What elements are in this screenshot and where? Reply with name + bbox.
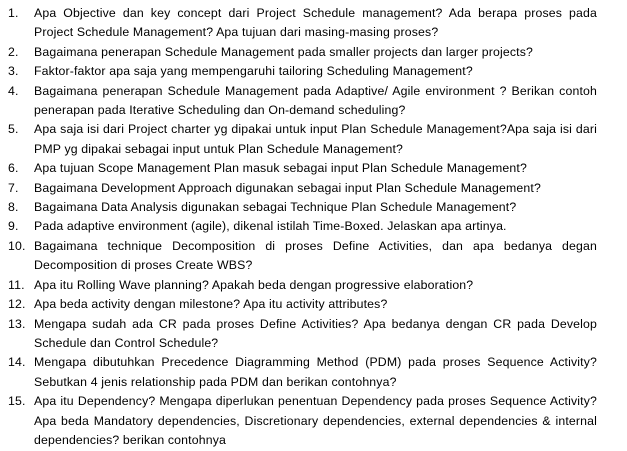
question-item-1	[0, 4, 627, 43]
question-number: 8.	[8, 200, 19, 215]
question-text: Apa tujuan Scope Management Plan masuk sebagai input Plan Schedule Management?	[34, 161, 527, 176]
question-text: Bagaimana technique Decomposition di proses Define Activities, dan apa bedanya degan Decomposition di proses Create WBS?	[34, 238, 597, 273]
question-text: Apa itu Dependency? Mengapa diperlukan penentuan Dependency pada proses Sequence Activity? Apa beda Mandatory dependencies, Discretionary dependencies, external dependencies & internal dependencies? berikan contohnya	[34, 394, 597, 447]
question-item-3	[0, 62, 627, 81]
question-text: Apa Objective dan key concept dari Project Schedule management? Ada berapa proses pada Project Schedule Management? Apa tujuan dari masing-masing proses?	[34, 6, 597, 40]
question-number: 14.	[8, 355, 26, 370]
question-item-11	[0, 276, 627, 295]
question-item-6	[0, 159, 627, 178]
question-item-14	[0, 353, 627, 392]
question-number: 2.	[8, 44, 19, 59]
question-item-2	[0, 43, 627, 62]
question-item-13	[0, 315, 627, 354]
question-number: 5.	[8, 122, 19, 137]
question-item-4	[0, 82, 627, 121]
question-text: Bagaimana penerapan Schedule Management pada smaller projects dan larger projects?	[34, 44, 534, 59]
question-item-7	[0, 179, 627, 198]
question-number: 13.	[8, 316, 26, 331]
question-number: 3.	[8, 64, 19, 79]
question-text: Mengapa sudah ada CR pada proses Define Activities? Apa bedanya dengan CR pada Develop Schedule dan Control Schedule?	[34, 316, 597, 350]
question-text: Apa itu Rolling Wave planning? Apakah beda dengan progressive elaboration?	[34, 277, 474, 292]
question-number: 7.	[8, 180, 19, 195]
question-number: 12.	[8, 297, 26, 312]
question-text: Mengapa dibutuhkan Precedence Diagramming Method (PDM) pada proses Sequence Activity? Sebutkan 4 jenis relationship pada PDM dan berikan contohnya?	[34, 355, 597, 389]
question-text: Bagaimana Development Approach digunakan sebagai input Plan Schedule Management?	[34, 180, 541, 195]
question-list	[0, 4, 627, 450]
question-number: 11.	[8, 277, 25, 292]
question-number: 6.	[8, 161, 19, 176]
question-number: 1.	[8, 6, 19, 20]
question-item-15	[0, 392, 627, 450]
question-number: 15.	[8, 394, 26, 409]
question-item-9	[0, 217, 627, 236]
question-text: Faktor-faktor apa saja yang mempengaruhi tailoring Scheduling Management?	[34, 64, 473, 79]
question-item-5	[0, 120, 627, 159]
question-text: Apa saja isi dari Project charter yg dipakai untuk input Plan Schedule Management?Apa saja isi dari PMP yg dipakai sebagai input untuk Plan Schedule Management?	[34, 122, 597, 156]
question-text: Apa beda activity dengan milestone? Apa itu activity attributes?	[34, 297, 388, 312]
question-number: 4.	[8, 83, 19, 98]
question-text: Bagaimana penerapan Schedule Management pada Adaptive/ Agile environment ? Berikan contoh penerapan pada Iterative Scheduling dan On-demand scheduling?	[34, 83, 597, 118]
question-item-10	[0, 237, 627, 276]
question-text: Bagaimana Data Analysis digunakan sebagai Technique Plan Schedule Management?	[34, 200, 517, 215]
question-item-8	[0, 198, 627, 217]
question-text: Pada adaptive environment (agile), dikenal istilah Time-Boxed. Jelaskan apa artinya.	[34, 219, 507, 234]
question-number: 10.	[8, 238, 26, 253]
question-number: 9.	[8, 219, 19, 234]
question-item-12	[0, 295, 627, 314]
